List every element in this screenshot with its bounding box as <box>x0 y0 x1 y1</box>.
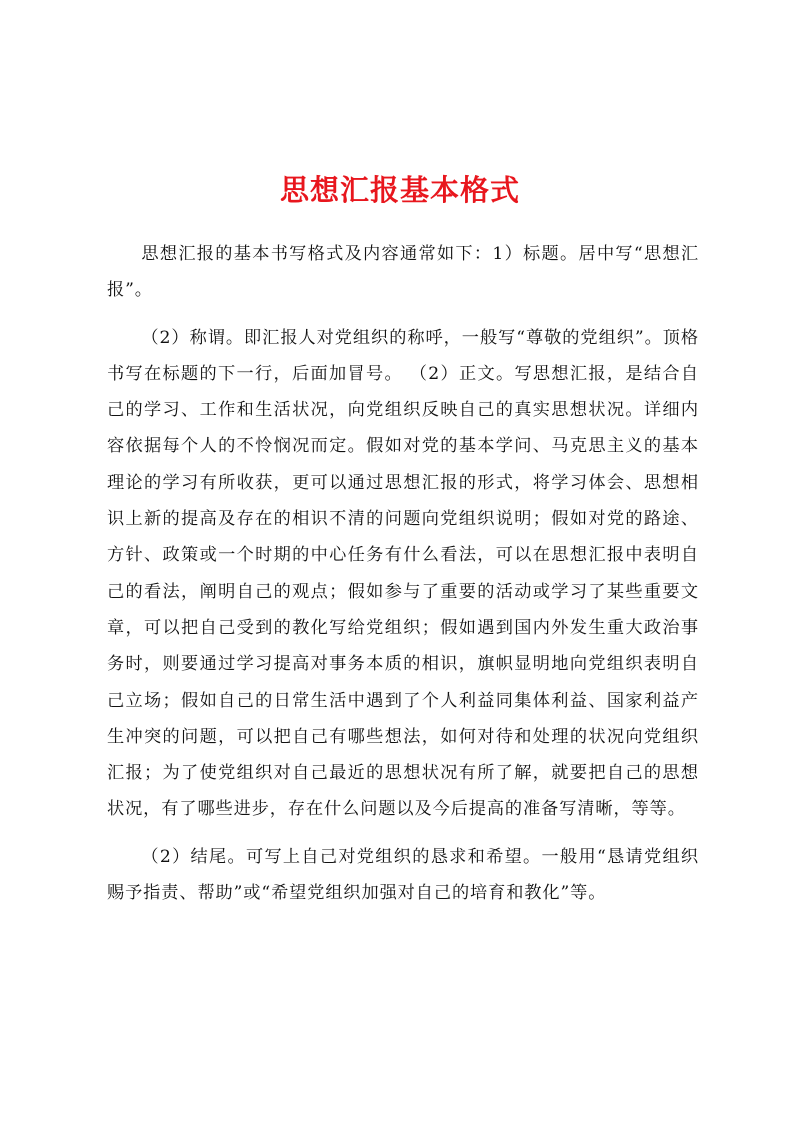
document-body <box>107 236 699 922</box>
paragraph-intro: 思想汇报的基本书写格式及内容通常如下：1）标题。居中写“思想汇报”。 <box>107 244 699 301</box>
paragraph-closing: （2）结尾。可写上自己对党组织的恳求和希望。一般用“恳请党组织赐予指责、帮助”或“希望党组织加强对自己的培育和教化”等。 <box>107 846 699 904</box>
document-title: 思想汇报基本格式 <box>279 173 520 207</box>
paragraph-main: （2）称谓。即汇报人对党组织的称呼，一般写“尊敬的党组织”。顶格书写在标题的下一行，后面加冒号。 （2）正文。写思想汇报，是结合自己的学习、工作和生活状况，向党组织反映自己的真实思想状况。详细内容依据每个人的不怜悯况而定。假如对党的基本学问、马克思主义的基本理论的学习有所收获，更可以通过思想汇报的形式，将学习体会、思想相识上新的提高及存在的相识不清的问题向党组织说明；假如对党的路途、方针、政策或一个时期的中心任务有什么看法，可以在思想汇报中表明自己的看法，阐明自己的观点；假如参与了重要的活动或学习了某些重要文章，可以把自己受到的教化写给党组织；假如遇到国内外发生重大政治事务时，则要通过学习提高对事务本质的相识，旗帜显明地向党组织表明自己立场；假如自己的日常生活中遇到了个人利益同集体利益、国家利益产生冲突的问题，可以把自己有哪些想法，如何对待和处理的状况向党组织汇报；为了使党组织对自己最近的思想状况有所了解，就要把自己的思想状况，有了哪些进步，存在什么问题以及今后提高的准备写清晰，等等。 <box>107 327 699 820</box>
